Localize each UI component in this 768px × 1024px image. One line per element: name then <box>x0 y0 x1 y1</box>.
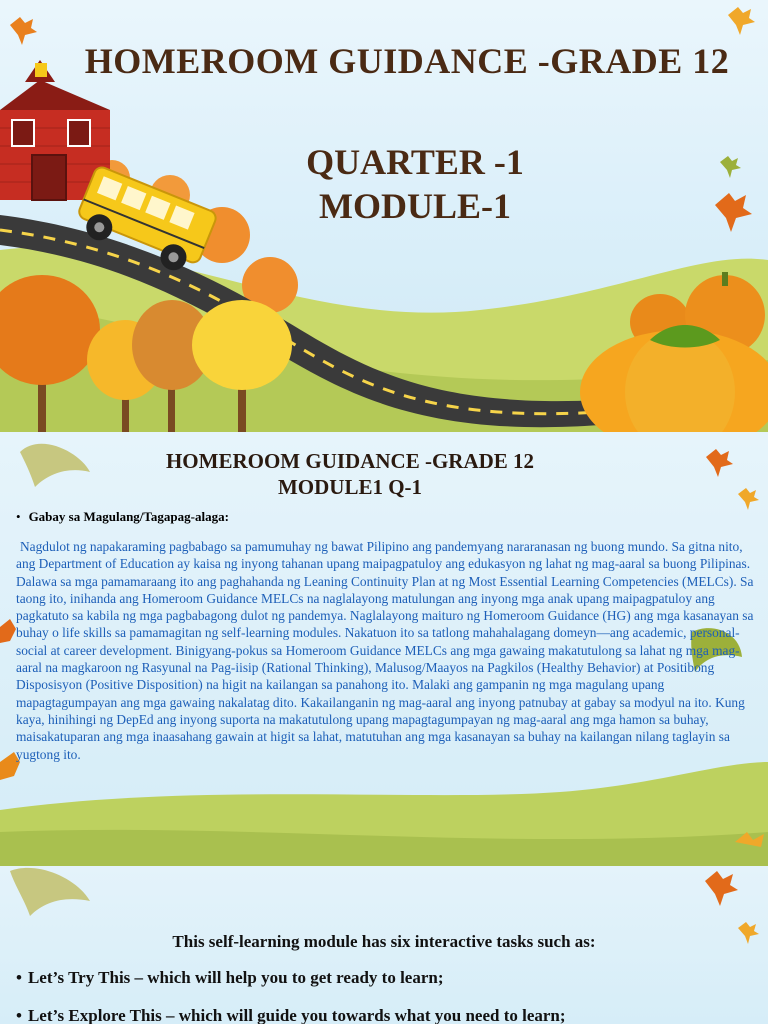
task-item <box>16 1006 566 1024</box>
bullet-dot: • <box>16 509 21 524</box>
slide-title: HOMEROOM GUIDANCE -GRADE 12 <box>84 41 730 81</box>
bullet-dot: • <box>16 968 22 987</box>
bullet-label: Gabay sa Magulang/Tagapag-alaga: <box>28 509 229 524</box>
parent-guide-paragraph: Nagdulot ng napakaraming pagbabago sa pamumuhay ng bawat Pilipino ang pandemyang nararanasan ng buong mundo. Sa gitna nito, ang Department of Education ay kaisa ng inyong tahanan upang maipagpatuloy ang edukasyon ng lahat ng mag-aaral sa buong Pilipinas. Dalawa sa mga pamamaraang ito ang paghahanda ng Leaning Continuity Plan at ng Most Essential Learning Competencies (MELCs). Sa taong ito, inihanda ang Homeroom Guidance MELCs na naglalayong matulungan ang inyong mga anak upang maipagpatuloy ang pagkatuto sa kabila ng mga pagbabagong dulot ng pandemya. Naglalayong maituro ng Homeroom Guidance (HG) ang mga kasanayan sa buhay o life skills sa pamamagitan ng self-learning modules. Nakatuon ito sa tatlong mahahalagang domeyn—ang academic, personal-social at career development. Binigyang-pokus sa Homeroom Guidance MELCs ang mga gawaing makatutulong sa lahat ng mga mag-aaral na magkaroon ng Rasyunal na Pag-iisip (Rational Thinking), Malusog/Maayos na Pagkilos (Healthy Behavior) at Positibong Disposisyon (Positive Disposition) na higit na kailangan sa panahong ito. Malaki ang gampanin ng mga magulang upang mapagtagumpayan ang mga gawaing nakalatag dito. Kakailanganin ng mag-aaral ang inyong patnubay at gabay sa modyul na ito. Kung kaya, hinihingi ng DepEd ang inyong suporta na makatutulong upang mapagtagumpayan ng mag-aaral ang mga hamon sa buhay, maisakatuparan ang mga inaasahang gawain at higit sa lahat, matutuhan ang mga kasanayan sa buhay na kailangan nilang taglayin sa yugtong ito. <box>16 539 754 762</box>
task-label: Let’s Explore This – which will guide you towards what you need to learn; <box>27 1006 566 1024</box>
bullet-heading <box>16 509 229 525</box>
tasks-slide <box>0 866 768 1024</box>
slide-subtitle <box>280 140 550 228</box>
task-label: Let’s Try This – which will help you to get ready to learn; <box>27 968 444 987</box>
tasks-intro: This self-learning module has six interactive tasks such as: <box>172 932 596 951</box>
module-label: MODULE-1 <box>319 186 511 226</box>
slide2-subheading: MODULE1 Q-1 <box>277 475 423 499</box>
task-item <box>16 968 444 988</box>
slide2-heading: HOMEROOM GUIDANCE -GRADE 12 <box>165 449 535 473</box>
quarter-label: QUARTER -1 <box>306 142 524 182</box>
parent-guide-slide <box>0 432 768 866</box>
title-slide <box>0 0 768 432</box>
bullet-dot: • <box>16 1006 22 1024</box>
